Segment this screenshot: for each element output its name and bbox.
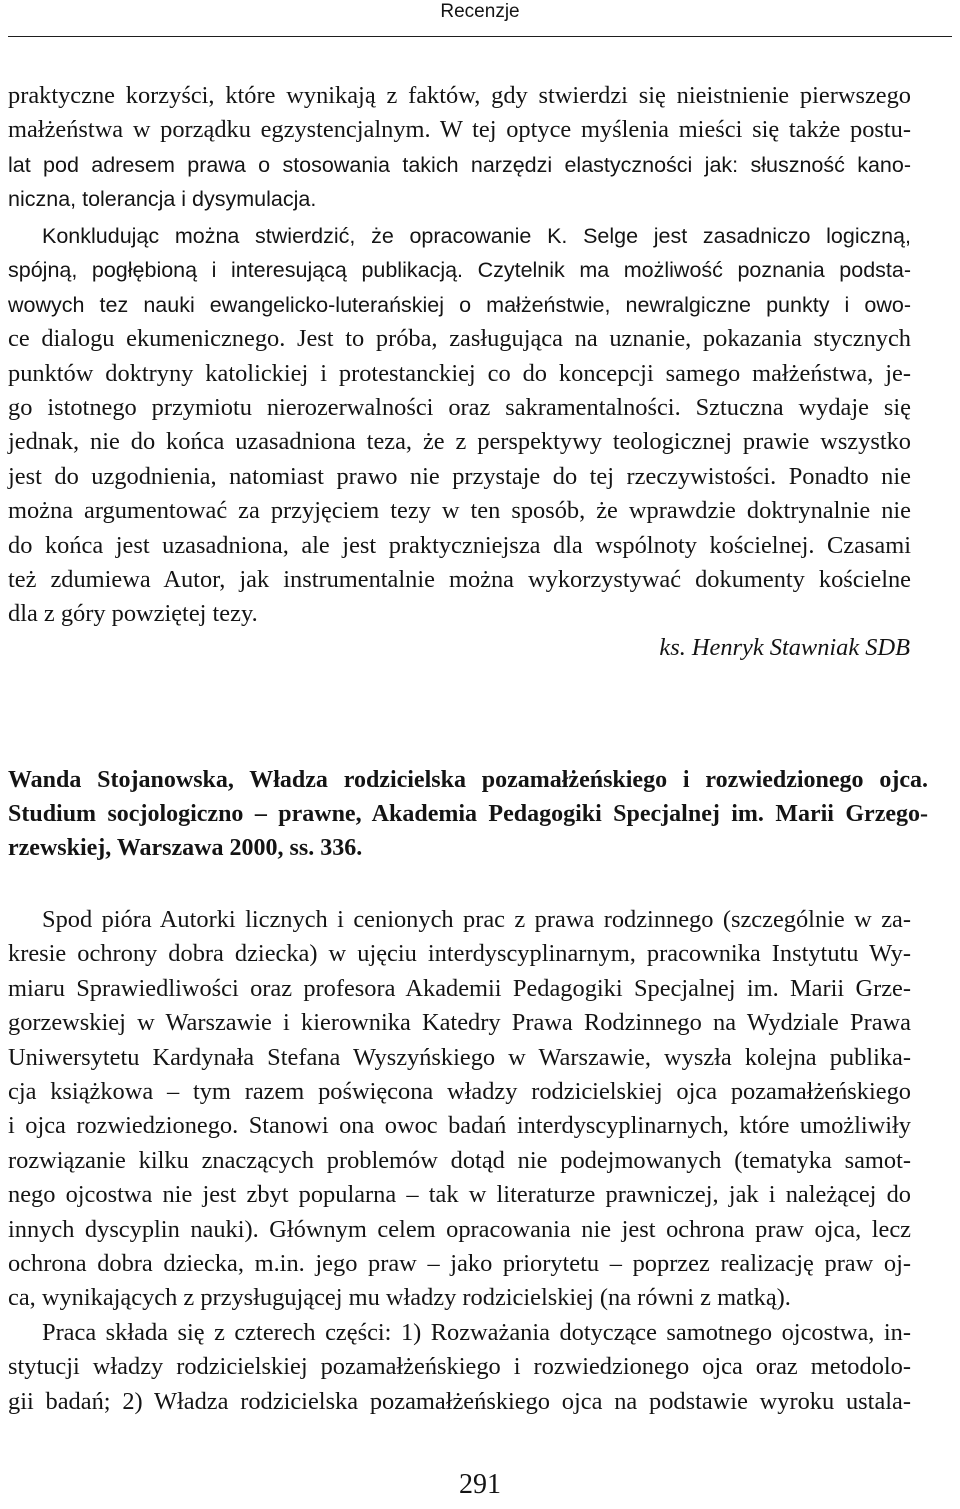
text-line: gii badań; 2) Władza rodzicielska pozamałżeńskiego ojca na podstawie wyroku ustala- xyxy=(8,1387,911,1415)
text-line: innych dyscyplin nauki). Głównym celem opracowania nie jest ochrona praw ojca, lecz xyxy=(8,1215,911,1243)
text-line: Spod pióra Autorki licznych i cenionych prac z prawa rodzinnego (szczególnie w za- xyxy=(42,906,911,933)
text-line: Konkludując można stwierdzić, że opracowanie K. Selge jest zasadniczo logiczną, xyxy=(42,224,911,248)
text-line: wowych tez nauki ewangelicko-luterańskiej o małżeństwie, newralgiczne punkty i owo- xyxy=(8,292,911,317)
header-rule xyxy=(8,36,952,37)
text-line: do końca jest uzasadniona, ale jest praktyczniejsza dla wspólnoty kościelnej. Czasami xyxy=(8,531,911,559)
text-line: rozwiązanie kilku znaczących problemów dotąd nie podejmowanych (tematyka samot- xyxy=(8,1146,911,1174)
text-line: ca, wynikających z przysługującej mu władzy rodzicielskiej (na równi z matką). xyxy=(8,1284,791,1312)
text-line: spójną, pogłębioną i interesującą publikacją. Czytelnik ma możliwość poznania podsta- xyxy=(8,258,911,283)
text-line: gorzewskiej w Warszawie i kierownika Katedry Prawa Rodzinnego na Wydziale Prawa xyxy=(8,1009,911,1037)
text-line: ce dialogu ekumenicznego. Jest to próba, zasługująca na uznanie, pokazania stycznych xyxy=(8,325,911,353)
heading-line: Wanda Stojanowska, Władza rodzicielska pozamałżeńskiego i rozwiedzionego ojca. xyxy=(8,767,928,793)
heading-line: rzewskiej, Warszawa 2000, ss. 336. xyxy=(8,835,363,861)
text-line: dla z góry powziętej tezy. xyxy=(8,600,258,628)
text-line: kresie ochrony dobra dziecka) w ujęciu interdyscyplinarnym, pracownika Instytutu Wy- xyxy=(8,940,911,968)
text-line: też zdumiewa Autor, jak instrumentalnie można wykorzystywać dokumenty kościelne xyxy=(8,566,911,594)
text-line: niczna, tolerancja i dysymulacja. xyxy=(8,187,317,212)
book-reference-heading xyxy=(8,763,928,865)
review1-paragraph-1 xyxy=(8,79,911,217)
text-line: miaru Sprawiedliwości oraz profesora Akademii Pedagogiki Specjalnej im. Marii Grze- xyxy=(8,974,911,1002)
text-line: jednak, nie do końca uzasadniona teza, że z perspektywy teologicznej prawie wszystko xyxy=(8,428,911,456)
running-head: Recenzje xyxy=(440,1,520,22)
text-line: Praca składa się z czterech części: 1) Rozważania dotyczące samotnego ojcostwa, in- xyxy=(42,1319,911,1346)
reviewer-signature: ks. Henryk Stawniak SDB xyxy=(659,634,910,661)
page-number: 291 xyxy=(459,1469,501,1500)
review2-paragraph-2 xyxy=(8,1316,911,1419)
text-line: jest do uzgodnienia, natomiast prawo nie przystaje do tej rzeczywistości. Ponadto nie xyxy=(8,462,911,490)
text-line: lat pod adresem prawa o stosowania takich narzędzi elastyczności jak: słuszność kano- xyxy=(8,152,911,177)
text-line: ochrona dobra dziecka, m.in. jego praw – jako priorytetu – poprzez realizację praw oj- xyxy=(8,1250,911,1278)
text-line: go istotnego przymiotu nierozerwalności oraz sakramentalności. Sztuczna wydaje się xyxy=(8,394,911,422)
review2-paragraph-1 xyxy=(8,903,911,1316)
text-line: małżeństwa w porządku egzystencjalnym. W tej optyce myślenia mieści się także postu- xyxy=(8,116,911,144)
text-line: można argumentować za przyjęciem tezy w ten sposób, że wprawdzie doktrynalnie nie xyxy=(8,497,911,525)
text-line: i ojca rozwiedzionego. Stanowi ona owoc badań interdyscyplinarnych, które umożliwiły xyxy=(8,1112,911,1140)
text-line: punktów doktryny katolickiej i protestanckiej co do koncepcji samego małżeństwa, je- xyxy=(8,359,911,387)
text-line: Uniwersytetu Kardynała Stefana Wyszyńskiego w Warszawie, wyszła kolejna publika- xyxy=(8,1043,911,1071)
text-line: praktyczne korzyści, które wynikają z faktów, gdy stwierdzi się nieistnienie pierwszego xyxy=(8,82,911,109)
text-line: stytucji władzy rodzicielskiej pozamałżeńskiego i rozwiedzionego ojca oraz metodolo- xyxy=(8,1353,911,1381)
heading-line: Studium socjologiczno – prawne, Akademia Pedagogiki Specjalnej im. Marii Grzego- xyxy=(8,801,928,827)
text-line: cja książkowa – tym razem poświęcona władzy rodzicielskiej ojca pozamałżeńskiego xyxy=(8,1078,911,1106)
review1-paragraph-2 xyxy=(8,219,911,632)
text-line: nego ojcostwa nie jest zbyt popularna – tak w literaturze prawniczej, jak i należącej do xyxy=(8,1181,911,1209)
